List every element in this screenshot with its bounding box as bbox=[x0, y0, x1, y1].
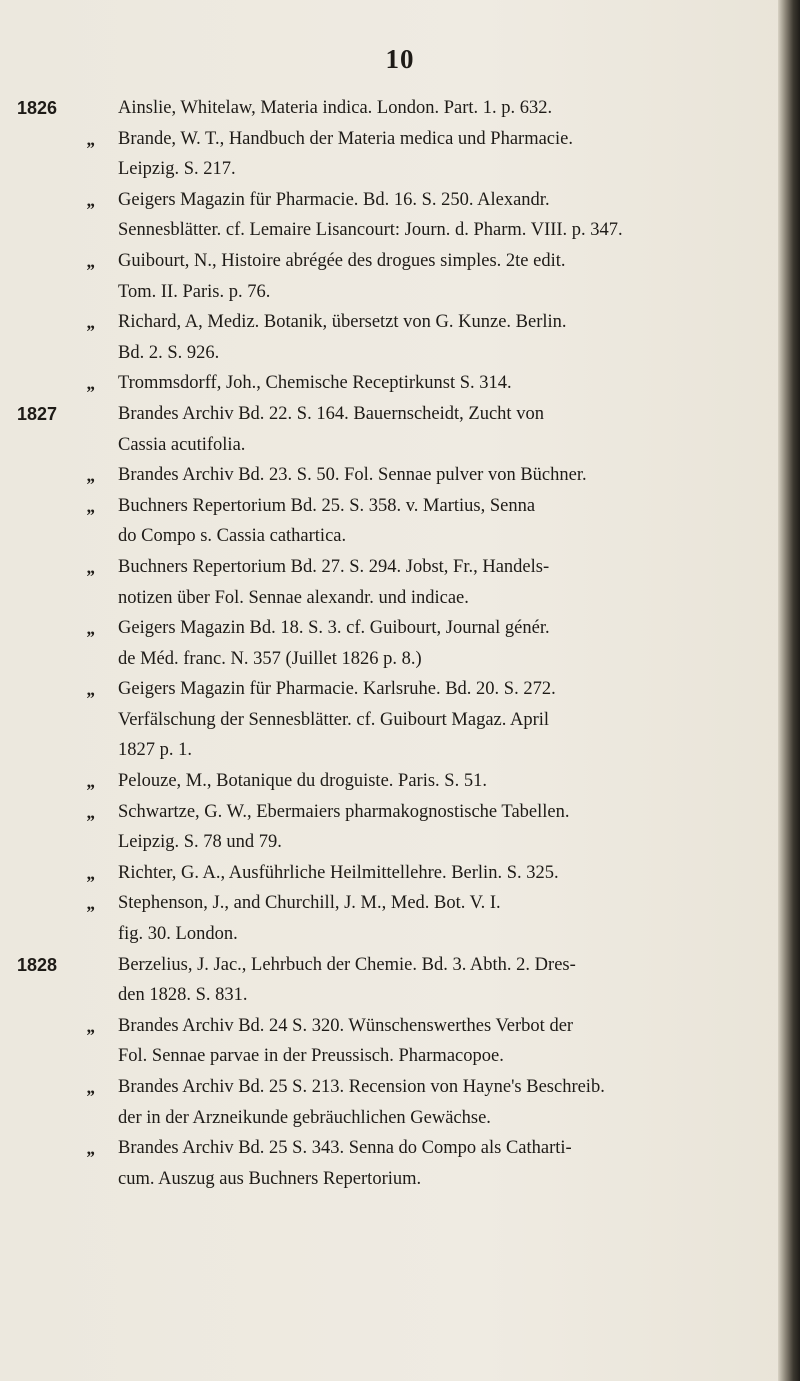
entry-text-line: Brandes Archiv Bd. 22. S. 164. Bauernscheidt, Zucht von bbox=[118, 403, 544, 424]
page-number: 10 bbox=[385, 44, 415, 74]
ditto-mark: „ bbox=[87, 465, 96, 486]
entry-text-line: cum. Auszug aus Buchners Repertorium. bbox=[118, 1168, 422, 1189]
entry-text-line: notizen über Fol. Sennae alexandr. und indicae. bbox=[118, 587, 469, 608]
bibliography-entry bbox=[0, 797, 780, 858]
ditto-mark: „ bbox=[87, 618, 96, 639]
bibliography-entry bbox=[0, 950, 780, 1011]
bibliography-entry bbox=[0, 185, 780, 246]
bibliography-entry bbox=[0, 1072, 780, 1133]
bibliography-entry bbox=[0, 888, 780, 949]
bibliography-entry bbox=[0, 399, 780, 460]
entry-text-line: Richter, G. A., Ausführliche Heilmittellehre. Berlin. S. 325. bbox=[118, 862, 559, 883]
bibliography-entry bbox=[0, 368, 780, 399]
bibliography-entry bbox=[0, 246, 780, 307]
entry-text-line: Leipzig. S. 78 und 79. bbox=[118, 832, 282, 853]
entry-text-line: Buchners Repertorium Bd. 27. S. 294. Jobst, Fr., Handels- bbox=[118, 556, 550, 577]
ditto-mark: „ bbox=[87, 801, 96, 822]
entry-year: 1827 bbox=[17, 403, 58, 424]
entry-text-line: Brandes Archiv Bd. 25 S. 343. Senna do Compo als Catharti- bbox=[118, 1138, 572, 1159]
ditto-mark: „ bbox=[87, 893, 96, 914]
ditto-mark: „ bbox=[87, 679, 96, 700]
bibliography-entry bbox=[0, 858, 780, 889]
ditto-mark: „ bbox=[87, 1077, 96, 1097]
ditto-mark: „ bbox=[87, 189, 96, 210]
entry-text-line: Trommsdorff, Joh., Chemische Receptirkunst S. 314. bbox=[118, 373, 512, 394]
entry-text-line: Brandes Archiv Bd. 25 S. 213. Recension von Hayne's Beschreib. bbox=[118, 1077, 605, 1097]
bibliography-entry bbox=[0, 1133, 780, 1194]
entry-text-line: der in der Arzneikunde gebräuchlichen Gewächse. bbox=[118, 1107, 491, 1128]
entry-text-line: Geigers Magazin für Pharmacie. Karlsruhe. Bd. 20. S. 272. bbox=[118, 679, 556, 700]
entry-text-line: Ainslie, Whitelaw, Materia indica. London. Part. 1. p. 632. bbox=[118, 98, 553, 118]
bibliography-entry bbox=[0, 460, 780, 491]
entry-text-line: de Méd. franc. N. 357 (Juillet 1826 p. 8.) bbox=[118, 648, 422, 669]
entry-text-line: Sennesblätter. cf. Lemaire Lisancourt: Journ. d. Pharm. VIII. p. 347. bbox=[118, 220, 623, 241]
bibliography-entry bbox=[0, 307, 780, 368]
bibliography-entry bbox=[0, 124, 780, 185]
bibliography-entry bbox=[0, 613, 780, 674]
entry-text-line: Pelouze, M., Botanique du droguiste. Paris. S. 51. bbox=[118, 771, 487, 792]
entry-text-line: Bd. 2. S. 926. bbox=[118, 342, 220, 363]
entry-year: 1828 bbox=[17, 954, 58, 975]
entry-text-line: Fol. Sennae parvae in der Preussisch. Pharmacopoe. bbox=[118, 1046, 504, 1067]
entry-text-line: Geigers Magazin für Pharmacie. Bd. 16. S. 250. Alexandr. bbox=[118, 189, 550, 210]
entry-text-line: fig. 30. London. bbox=[118, 924, 238, 945]
entry-text-line: Brandes Archiv Bd. 23. S. 50. Fol. Sennae pulver von Büchner. bbox=[118, 465, 587, 486]
entry-text-line: Leipzig. S. 217. bbox=[118, 159, 236, 180]
ditto-mark: „ bbox=[87, 556, 96, 577]
ditto-mark: „ bbox=[87, 495, 96, 516]
entry-text-line: Guibourt, N., Histoire abrégée des drogues simples. 2te edit. bbox=[118, 250, 566, 271]
entry-text-line: Tom. II. Paris. p. 76. bbox=[118, 281, 271, 302]
entry-year: 1826 bbox=[17, 98, 58, 118]
ditto-mark: „ bbox=[87, 1138, 96, 1159]
page-binding-edge bbox=[778, 0, 800, 1381]
bibliography-entry bbox=[0, 552, 780, 613]
ditto-mark: „ bbox=[87, 1015, 96, 1036]
bibliography-entry bbox=[0, 93, 780, 124]
entry-text-line: 1827 p. 1. bbox=[118, 740, 192, 761]
entry-text-line: Brande, W. T., Handbuch der Materia medica und Pharmacie. bbox=[118, 128, 573, 149]
entry-text-line: Stephenson, J., and Churchill, J. M., Med. Bot. V. I. bbox=[118, 893, 501, 914]
bibliography-entry bbox=[0, 491, 780, 552]
bibliography-entry bbox=[0, 674, 780, 766]
entry-text-line: Richard, A, Mediz. Botanik, übersetzt von G. Kunze. Berlin. bbox=[118, 312, 567, 333]
entry-text-line: Brandes Archiv Bd. 24 S. 320. Wünschenswerthes Verbot der bbox=[118, 1015, 574, 1036]
entry-text-line: Cassia acutifolia. bbox=[118, 434, 246, 455]
ditto-mark: „ bbox=[87, 373, 96, 394]
bibliography-entry bbox=[0, 1011, 780, 1072]
ditto-mark: „ bbox=[87, 862, 96, 883]
ditto-mark: „ bbox=[87, 128, 96, 149]
entry-text-line: do Compo s. Cassia cathartica. bbox=[118, 526, 347, 547]
entry-text-line: Schwartze, G. W., Ebermaiers pharmakognostische Tabellen. bbox=[118, 801, 570, 822]
bibliography-list bbox=[0, 93, 780, 1194]
ditto-mark: „ bbox=[87, 250, 96, 271]
entry-text-line: den 1828. S. 831. bbox=[118, 985, 248, 1006]
entry-text-line: Buchners Repertorium Bd. 25. S. 358. v. Martius, Senna bbox=[118, 495, 536, 516]
entry-text-line: Verfälschung der Sennesblätter. cf. Guibourt Magaz. April bbox=[118, 709, 550, 730]
entry-text-line: Berzelius, J. Jac., Lehrbuch der Chemie. Bd. 3. Abth. 2. Dres- bbox=[118, 954, 576, 975]
bibliography-entry bbox=[0, 766, 780, 797]
ditto-mark: „ bbox=[87, 312, 96, 333]
ditto-mark: „ bbox=[87, 771, 96, 792]
entry-text-line: Geigers Magazin Bd. 18. S. 3. cf. Guibourt, Journal génér. bbox=[118, 618, 550, 639]
